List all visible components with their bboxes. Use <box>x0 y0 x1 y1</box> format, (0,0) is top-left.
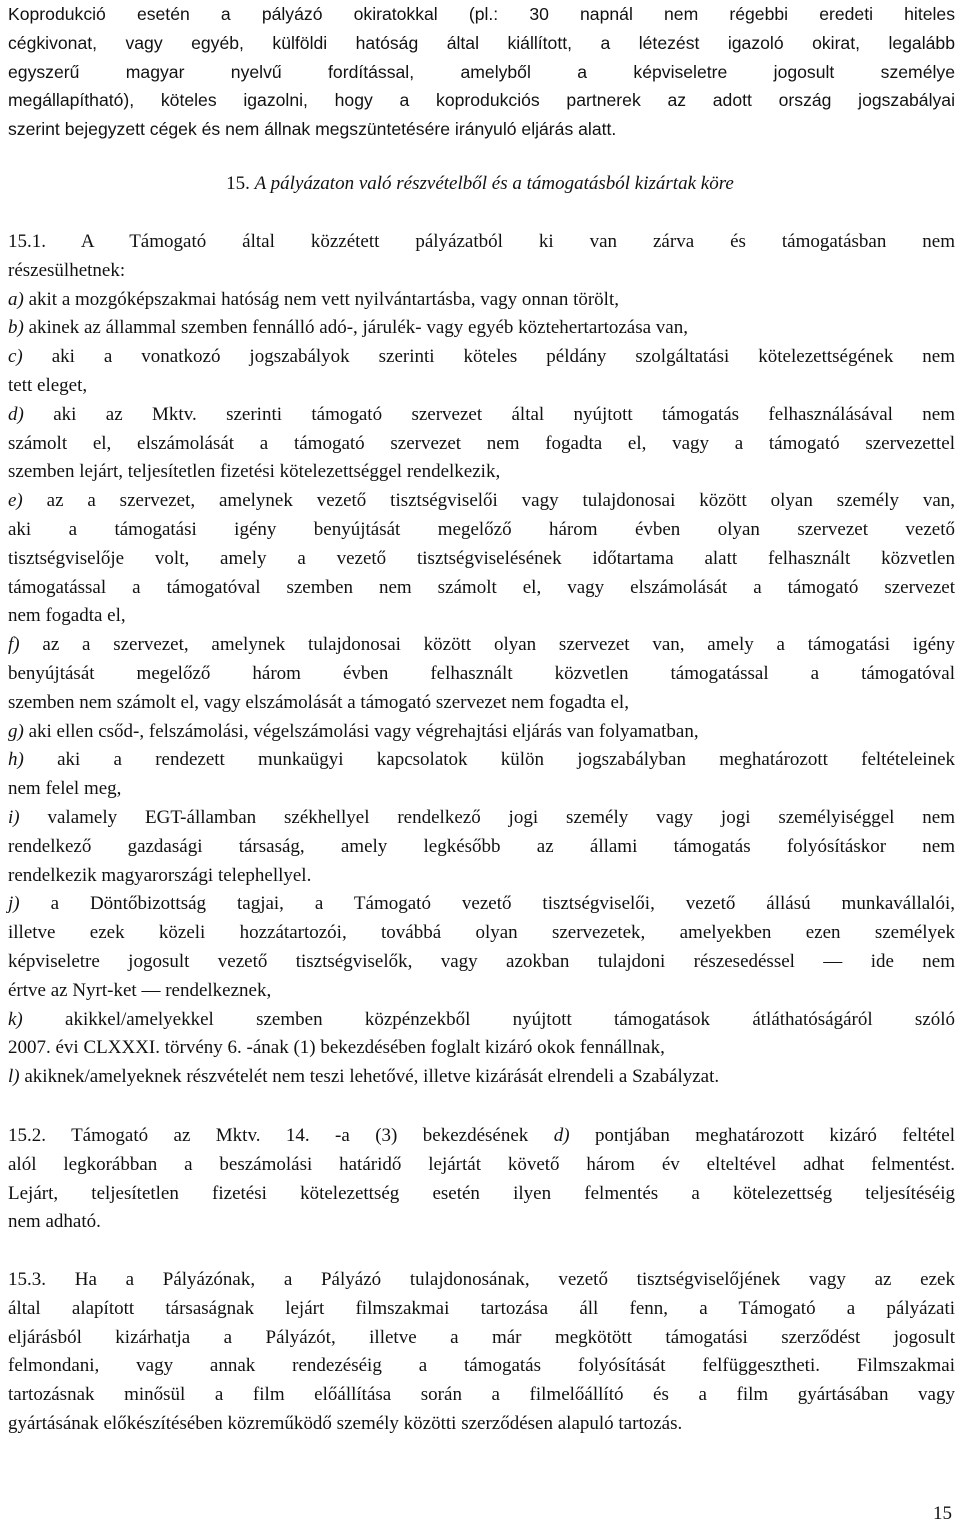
list-item-line <box>8 833 955 862</box>
list-item-marker: d) <box>8 403 24 425</box>
list-item-marker: j) <box>8 893 20 915</box>
list-item-line <box>8 660 955 689</box>
list-item-text: aki az Mktv. szerinti támogató szervezet által nyújtott támogatás felhasználásával nem <box>53 403 955 425</box>
list-item-text: akiknek/amelyeknek részvételét nem teszi lehetővé, illetve kizárását elrendeli a Szabályzat. <box>24 1066 720 1088</box>
list-item-text: tisztségviselője volt, amely a vezető tisztségviselésének időtartama alatt felhasznált közvetlen <box>8 547 955 569</box>
list-item-line <box>8 1034 955 1063</box>
paragraph-15-2-prefix: 15.2. Támogató az Mktv. 14. -a (3) bekezdésének <box>8 1125 529 1146</box>
list-item-line <box>8 718 955 747</box>
list-item-text: rendelkezik magyarországi telephellyel. <box>8 864 312 886</box>
list-item-text: akikkel/amelyekkel szemben közpénzekből nyújtott támogatások átláthatóságáról szóló <box>65 1008 955 1030</box>
list-item-text: szemben lejárt, teljesítetlen fizetési kötelezettséggel rendelkezik, <box>8 461 501 483</box>
list-item-text: akit a mozgóképszakmai hatóság nem vett nyilvántartásba, vagy onnan törölt, <box>28 288 619 310</box>
intro-line: szerint bejegyzett cégek és nem állnak megszüntetésére irányuló eljárás alatt. <box>8 119 617 140</box>
list-item-line <box>8 804 955 833</box>
list-item-line <box>8 574 955 603</box>
list-item-text: az a szervezet, amelynek tulajdonosai között olyan szervezet van, amely a támogatási igény <box>42 634 955 656</box>
list-item-line <box>8 862 955 891</box>
list-item-line <box>8 746 955 775</box>
list-item-marker: b) <box>8 317 24 339</box>
list-item-line <box>8 977 955 1006</box>
list-item-text: képviseletre jogosult vezető tisztségviselők, vagy azokban tulajdoni részesedéssel — ide nem <box>8 950 955 972</box>
paragraph-15-1 <box>8 228 955 1092</box>
list-item-marker: a) <box>8 288 24 310</box>
list-item-text: számolt el, elszámolását a támogató szervezet nem fogadta el, vagy a támogató szervezettel <box>8 432 955 454</box>
section-heading <box>0 170 960 198</box>
paragraph-15-3-line: által alapított társaságnak lejárt filmszakmai tartozása áll fenn, a Támogató a pályázati <box>8 1297 955 1319</box>
paragraph-15-3-line: eljárásból kizárhatja a Pályázót, illetve a már megkötött támogatási szerződést jogosult <box>8 1326 955 1348</box>
intro-paragraph <box>8 0 955 144</box>
list-item-marker: i) <box>8 806 20 828</box>
intro-line: cégkivonat, vagy egyéb, külföldi hatóság által kiállított, a létezést igazoló okirat, legalább <box>8 32 955 53</box>
paragraph-15-3 <box>8 1266 955 1439</box>
list-item-marker: g) <box>8 720 24 742</box>
list-item-line <box>8 487 955 516</box>
list-item-text: illetve ezek közeli hozzátartozói, továbbá olyan szervezetek, amelyekben ezen személyek <box>8 922 955 944</box>
paragraph-15-2-first-line <box>8 1122 955 1151</box>
list-item-line <box>8 775 955 804</box>
list-item-text: valamely EGT-államban székhellyel rendelkező jogi személy vagy jogi személyiséggel nem <box>47 806 956 828</box>
list-item-line <box>8 545 955 574</box>
intro-line: megállapítható), köteles igazolni, hogy a koprodukciós partnerek az adott ország jogszabályai <box>8 90 955 111</box>
list-item-text: akinek az állammal szemben fennálló adó-, járulék- vagy egyéb köztehertartozása van, <box>28 317 688 339</box>
paragraph-15-2-mark: d) <box>553 1125 570 1146</box>
list-item-text: aki ellen csőd-, felszámolási, végelszámolási vagy végrehajtási eljárás van folyamatban, <box>28 720 699 742</box>
list-item-line <box>8 1063 955 1092</box>
list-item-line <box>8 458 955 487</box>
list-item-marker: c) <box>8 346 23 368</box>
intro-line: Koprodukció esetén a pályázó okiratokkal (pl.: 30 napnál nem régebbi eredeti hiteles <box>8 4 955 24</box>
list-item-line <box>8 689 955 718</box>
paragraph-15-2-line: nem adható. <box>8 1211 101 1233</box>
paragraph-15-3-line: tartozásnak minősül a film előállítása során a filmelőállító és a film gyártásában vagy <box>8 1384 955 1406</box>
list-item-text: szemben nem számolt el, vagy elszámolását a támogató szervezet nem fogadta el, <box>8 691 629 713</box>
list-item-line <box>8 372 955 401</box>
list-item-marker: k) <box>8 1008 23 1030</box>
list-item-text: az a szervezet, amelynek vezető tisztségviselői vagy tulajdonosai között olyan személy van, <box>46 490 956 512</box>
paragraph-15-3-line: gyártásának előkészítésében közreműködő személy közötti szerződésen alapuló tartozás. <box>8 1412 683 1434</box>
list-item-text: benyújtását megelőző három évben felhasznált közvetlen támogatással a támogatóval <box>8 662 955 684</box>
paragraph-15-2 <box>8 1122 955 1237</box>
paragraph-15-3-line: felmondani, vagy annak rendezéséig a támogatás folyósítását felfüggesztheti. Filmszakmai <box>8 1355 955 1377</box>
list-item-line <box>8 516 955 545</box>
list-item-line <box>8 890 955 919</box>
list-item-text: 2007. évi CLXXXI. törvény 6. -ának (1) bekezdésében foglalt kizáró okok fennállnak, <box>8 1037 665 1059</box>
page-number: 15 <box>933 1503 952 1524</box>
list-item-line <box>8 430 955 459</box>
list-item-marker: f) <box>8 634 20 656</box>
list-item-line <box>8 286 955 315</box>
paragraph-15-2-line: Lejárt, teljesítetlen fizetési kötelezettség esetén ilyen felmentés a kötelezettség teljesítéséig <box>8 1182 955 1204</box>
list-item-marker: e) <box>8 490 23 512</box>
list-item-line <box>8 314 955 343</box>
list-item-line <box>8 1006 955 1035</box>
list-item-text: értve az Nyrt-ket — rendelkeznek, <box>8 979 272 1001</box>
intro-line: egyszerű magyar nyelvű fordítással, amelyből a képviseletre jogosult személye <box>8 61 955 82</box>
list-item-line <box>8 602 955 631</box>
list-item-text: nem felel meg, <box>8 778 122 800</box>
list-item-marker: l) <box>8 1066 20 1088</box>
list-item-line <box>8 919 955 948</box>
paragraph-15-3-line: 15.3. Ha a Pályázónak, a Pályázó tulajdonosának, vezető tisztségviselőjének vagy az ezek <box>8 1269 955 1290</box>
list-item-text: aki a rendezett munkaügyi kapcsolatok külön jogszabályban meghatározott feltételeinek <box>57 749 956 771</box>
list-item-text: támogatással a támogatóval szemben nem számolt el, vagy elszámolását a támogató szervezet <box>8 576 955 598</box>
section-number: 15. <box>226 173 250 194</box>
list-item-line <box>8 343 955 372</box>
section-title: A pályázaton való részvételből és a támogatásból kizártak köre <box>254 173 734 194</box>
list-item-line <box>8 631 955 660</box>
paragraph-15-1-line: 15.1. A Támogató által közzétett pályázatból ki van zárva és támogatásban nem <box>8 231 955 252</box>
paragraph-15-2-line: alól legkorábban a beszámolási határidő lejártát követő három év elteltével adhat felmentést. <box>8 1153 955 1175</box>
list-item-marker: h) <box>8 749 24 771</box>
list-item-text: rendelkező gazdasági társaság, amely legkésőbb az állami támogatás folyósításkor nem <box>8 835 955 857</box>
paragraph-15-1-line: részesülhetnek: <box>8 259 126 281</box>
list-item-text: a Döntőbizottság tagjai, a Támogató vezető tisztségviselői, vezető állású munkavállalói, <box>50 893 955 915</box>
list-item-text: tett eleget, <box>8 374 88 396</box>
list-item-line <box>8 401 955 430</box>
list-item-text: aki a vonatkozó jogszabályok szerinti köteles példány szolgáltatási kötelezettségének nem <box>51 346 955 368</box>
list-item-text: nem fogadta el, <box>8 605 126 627</box>
list-item-line <box>8 948 955 977</box>
paragraph-15-2-suffix: pontjában meghatározott kizáró feltétel <box>594 1125 956 1146</box>
list-item-text: aki a támogatási igény benyújtását megelőző három évben olyan szervezet vezető <box>8 518 955 540</box>
